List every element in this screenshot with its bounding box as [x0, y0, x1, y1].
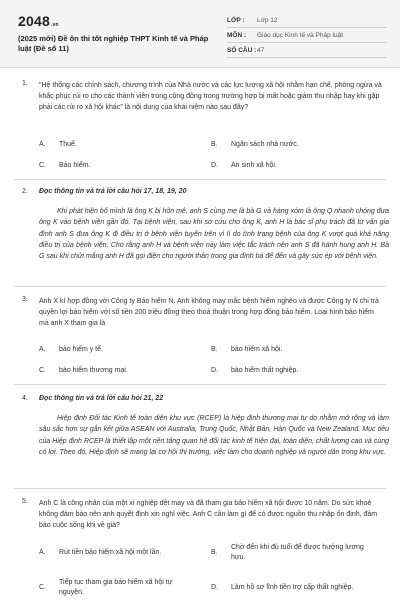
- answer-option[interactable]: B. Ngân sách nhà nước.: [211, 141, 299, 148]
- question-text: Anh X kí hợp đồng với Công ty Bảo hiểm N. Anh không may mắc bệnh hiểm nghèo và được Công ty N chi trả quyền lợi bảo hiểm với số tiền 200 triệu đồng theo thoả thuận trong hợp đồng bảo hiểm. Loại hình bảo hiểm mà anh X tham gia là: [39, 298, 379, 327]
- question-number: 2.: [22, 188, 28, 195]
- answer-option[interactable]: D. Làm hồ sơ lĩnh tiền trợ cấp thất nghiệp.: [211, 584, 354, 591]
- answer-option[interactable]: C. Tiếp tục tham gia bảo hiểm xã hội tự nguyện.: [39, 579, 173, 596]
- answer-option[interactable]: D. bảo hiểm thất nghiệp.: [211, 367, 299, 374]
- divider: [14, 384, 386, 385]
- page-header: [0, 0, 400, 68]
- question-text: Anh C là công nhân của một xí nghiệp dệt may và đã tham gia bảo hiểm xã hội được 10 năm. Do sức khoẻ không đảm bảo nên anh quyết định xin nghỉ việc. Anh C cần làm gì để có được nguồn thu nhập ổn định, đảm bảo cuộc sống khi về già?: [39, 500, 378, 529]
- answer-option[interactable]: A. bảo hiểm y tế.: [39, 346, 103, 353]
- exam-title: (2025 mới) Đề ôn thi tốt nghiệp THPT Kinh tế và Pháp luật (Đề số 11): [18, 34, 209, 53]
- meta-key: LỚP :: [227, 16, 245, 24]
- question-number: 3.: [22, 296, 28, 303]
- question-number: 5.: [22, 498, 28, 505]
- answer-option[interactable]: D. An sinh xã hội.: [211, 162, 277, 169]
- meta-value: Lớp 12: [257, 16, 278, 24]
- meta-key: SỐ CÂU :: [227, 46, 257, 54]
- answer-option[interactable]: B. bảo hiểm xã hội.: [211, 346, 283, 353]
- meta-value: Giáo dục Kinh tế và Pháp luật: [257, 31, 344, 39]
- divider: [14, 286, 386, 287]
- answer-option[interactable]: A. Thuế.: [39, 141, 77, 148]
- meta-row-grade: [227, 13, 387, 28]
- reading-passage: Hiệp định Đối tác Kinh tế toàn diện khu vực (RCEP) là hiệp định thương mại tự do nhằm mở rộng và làm sâu sắc hơn sự gắn kết giữa ASEAN với Australia, Trung Quốc, Nhật Bản, Hàn Quốc và New Zealand. Mục tiêu của Hiệp định RCEP là thiết lập một nền tảng quan hệ đối tác kinh tế hiện đại, toàn diện, chất lượng cao và cùng có lợi. Theo đó, Hiệp định sẽ mang lại cơ hội thị trường, việc làm cho doanh nghiệp và người dân trong khu vực.: [39, 415, 389, 456]
- answer-option[interactable]: A. Rút tiền bảo hiểm xã hội một lần.: [39, 549, 162, 556]
- answer-option[interactable]: B. Chờ đến khi đủ tuổi để được hưởng lương hưu.: [211, 544, 364, 561]
- question-number: 4.: [22, 395, 28, 402]
- meta-row-subject: [227, 28, 387, 43]
- divider: [14, 179, 386, 180]
- meta-key: MÔN :: [227, 31, 247, 39]
- answer-option[interactable]: C. Bảo hiểm.: [39, 162, 91, 169]
- answer-option[interactable]: C. bảo hiểm thương mại.: [39, 367, 128, 374]
- meta-row-question-count: [227, 43, 387, 58]
- divider: [14, 488, 386, 489]
- reading-passage: Khi phát hiện bố mình là ông K bị hôn mê, anh S cùng mẹ là bà G và hàng xóm là ông Q nhanh chóng đưa ông K vào bệnh viện gần đó. Tại bệnh viện, sau khi sơ cứu cho ông K, anh H là bác sĩ phụ trách đã từ vấn gia đình anh S đưa ông K đi điều trị ở bệnh viện tuyến trên vì lí do tình trạng bệnh của ông K vượt quá khả năng điều trị của bệnh viện. Cho rằng anh H và bệnh viện này làm việc tắc trách nên anh S đã hành hung anh H. Bà G sau khi chửi mắng anh H đã gọi điện cho người thân trong gia đình bà để đến và gây sức ép với bệnh viện.: [39, 208, 389, 261]
- question-heading: Đọc thông tin và trả lời câu hỏi 17, 18, 19, 20: [39, 188, 187, 195]
- site-logo[interactable]: 2048.vn: [18, 13, 59, 29]
- meta-value: 47: [257, 46, 265, 54]
- exam-meta-table: [227, 13, 387, 58]
- question-number: 1.: [22, 80, 28, 87]
- question-text: "Hệ thống các chính sách, chương trình của Nhà nước và các lực lượng xã hội nhằm hạn chế, phòng ngừa và khắc phục rủi ro cho các thành viên trong cộng đồng trong trường hợp bị mất hoặc giảm thu nhập hay khi gặp phải các rủi ro xã hội khác" là nội dung của khái niệm nào sau đây?: [39, 82, 382, 111]
- question-heading: Đọc thông tin và trả lời câu hỏi 21, 22: [39, 395, 164, 402]
